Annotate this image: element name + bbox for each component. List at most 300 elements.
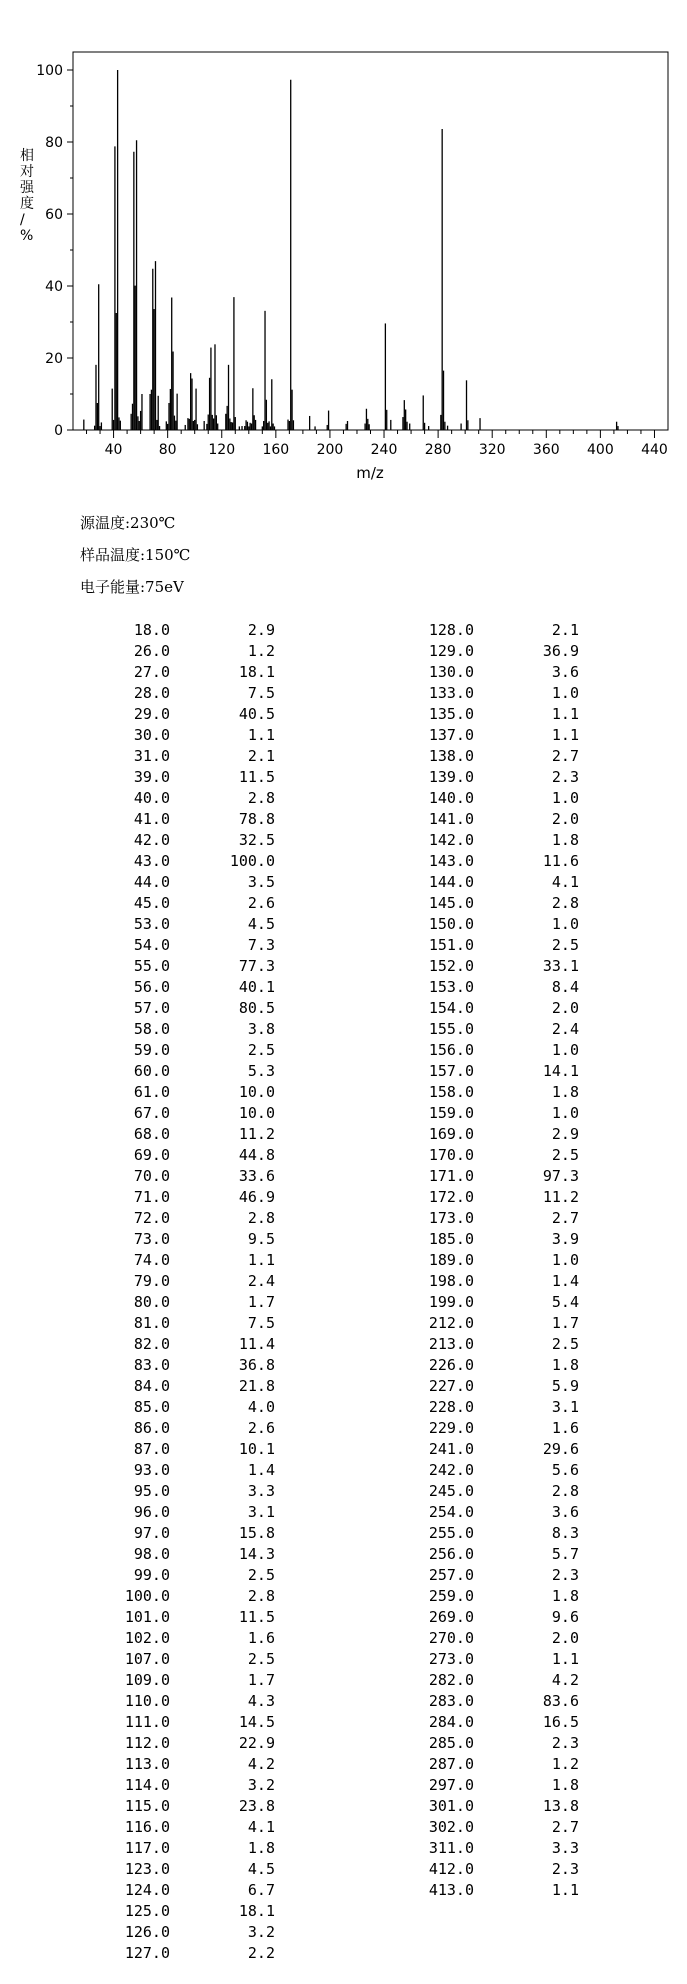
abundance-value: 1.0 [551,1104,579,1122]
table-row [100,1922,275,1943]
abundance-value: 10.1 [238,1440,275,1458]
abundance-value: 3.8 [247,1020,275,1038]
table-row [100,1355,275,1376]
abundance-value: 1.1 [551,726,579,744]
mz-value: 173.0 [428,1209,474,1227]
mz-value: 99.0 [133,1566,170,1584]
y-tick-label: 80 [45,135,63,151]
mz-value: 39.0 [133,768,170,786]
mz-value: 245.0 [428,1482,474,1500]
mz-value: 126.0 [124,1923,170,1941]
table-row [404,683,579,704]
mz-value: 127.0 [124,1944,170,1962]
table-row [404,1523,579,1544]
abundance-value: 1.8 [551,1356,579,1374]
table-row [100,683,275,704]
mz-value: 169.0 [428,1125,474,1143]
table-row [404,1250,579,1271]
mz-value: 137.0 [428,726,474,744]
table-row [100,1418,275,1439]
table-row [404,1796,579,1817]
mz-value: 142.0 [428,831,474,849]
abundance-value: 3.5 [247,873,275,891]
mz-value: 74.0 [133,1251,170,1269]
abundance-value: 13.8 [542,1797,579,1815]
abundance-value: 36.9 [542,642,579,660]
mz-value: 56.0 [133,978,170,996]
table-row [100,1166,275,1187]
mz-value: 157.0 [428,1062,474,1080]
abundance-value: 1.0 [551,1041,579,1059]
mz-value: 83.0 [133,1356,170,1374]
mz-value: 30.0 [133,726,170,744]
table-row [100,1586,275,1607]
table-row [404,1145,579,1166]
abundance-value: 1.8 [551,1083,579,1101]
abundance-value: 2.4 [551,1020,579,1038]
abundance-value: 100.0 [229,852,275,870]
table-row [100,1187,275,1208]
table-row [100,935,275,956]
table-row [404,893,579,914]
mz-value: 185.0 [428,1230,474,1248]
table-row [100,893,275,914]
abundance-value: 5.4 [551,1293,579,1311]
mz-value: 110.0 [124,1692,170,1710]
table-row [100,662,275,683]
table-row [100,1901,275,1922]
table-row [100,1208,275,1229]
abundance-value: 1.0 [551,684,579,702]
table-row [100,872,275,893]
abundance-value: 2.0 [551,810,579,828]
mz-value: 284.0 [428,1713,474,1731]
abundance-value: 1.8 [551,1587,579,1605]
table-row [100,788,275,809]
mz-value: 107.0 [124,1650,170,1668]
mz-value: 228.0 [428,1398,474,1416]
table-row [404,788,579,809]
abundance-value: 14.5 [238,1713,275,1731]
mz-value: 18.0 [133,621,170,639]
abundance-value: 4.5 [247,1860,275,1878]
mz-value: 139.0 [428,768,474,786]
abundance-value: 4.1 [551,873,579,891]
mz-value: 198.0 [428,1272,474,1290]
mz-value: 41.0 [133,810,170,828]
mz-value: 27.0 [133,663,170,681]
mz-value: 140.0 [428,789,474,807]
mz-value: 80.0 [133,1293,170,1311]
mz-value: 138.0 [428,747,474,765]
peak-table-right [404,620,579,1901]
table-row [404,1439,579,1460]
mz-value: 115.0 [124,1797,170,1815]
abundance-value: 2.7 [551,1818,579,1836]
abundance-value: 5.3 [247,1062,275,1080]
mz-value: 154.0 [428,999,474,1017]
mz-value: 241.0 [428,1440,474,1458]
mz-value: 135.0 [428,705,474,723]
abundance-value: 6.7 [247,1881,275,1899]
x-tick-label: 120 [208,442,236,458]
abundance-value: 1.0 [551,915,579,933]
table-row [404,746,579,767]
abundance-value: 2.5 [247,1566,275,1584]
abundance-value: 1.4 [247,1461,275,1479]
mz-value: 114.0 [124,1776,170,1794]
table-row [100,1082,275,1103]
peak-table-left [100,620,275,1964]
mz-value: 45.0 [133,894,170,912]
table-row [100,830,275,851]
mz-value: 40.0 [133,789,170,807]
abundance-value: 2.0 [551,1629,579,1647]
abundance-value: 1.8 [551,1776,579,1794]
mz-value: 116.0 [124,1818,170,1836]
mz-value: 123.0 [124,1860,170,1878]
mz-value: 82.0 [133,1335,170,1353]
table-row [100,1670,275,1691]
abundance-value: 2.5 [551,1335,579,1353]
abundance-value: 3.1 [551,1398,579,1416]
abundance-value: 11.2 [542,1188,579,1206]
mz-value: 84.0 [133,1377,170,1395]
table-row [100,1544,275,1565]
table-row [100,746,275,767]
abundance-value: 8.3 [551,1524,579,1542]
mz-value: 172.0 [428,1188,474,1206]
mz-value: 311.0 [428,1839,474,1857]
table-row [100,851,275,872]
abundance-value: 4.1 [247,1818,275,1836]
table-row [100,1061,275,1082]
x-tick-label: 40 [104,442,123,458]
table-row [100,1124,275,1145]
table-row [404,1187,579,1208]
table-row [404,1229,579,1250]
abundance-value: 5.9 [551,1377,579,1395]
table-row [100,1796,275,1817]
abundance-value: 4.0 [247,1398,275,1416]
mz-value: 101.0 [124,1608,170,1626]
abundance-value: 2.8 [247,1587,275,1605]
mz-value: 95.0 [133,1482,170,1500]
mz-value: 152.0 [428,957,474,975]
table-row [100,725,275,746]
table-row [404,620,579,641]
mz-value: 42.0 [133,831,170,849]
abundance-value: 7.5 [247,1314,275,1332]
mz-value: 150.0 [428,915,474,933]
mz-value: 73.0 [133,1230,170,1248]
mz-value: 98.0 [133,1545,170,1563]
mz-value: 212.0 [428,1314,474,1332]
abundance-value: 2.5 [247,1650,275,1668]
mz-value: 70.0 [133,1167,170,1185]
abundance-value: 5.7 [551,1545,579,1563]
table-row [100,1145,275,1166]
abundance-value: 11.6 [542,852,579,870]
mz-value: 242.0 [428,1461,474,1479]
mz-value: 43.0 [133,852,170,870]
mz-value: 124.0 [124,1881,170,1899]
x-tick-label: 440 [641,442,668,458]
mz-value: 96.0 [133,1503,170,1521]
mz-value: 28.0 [133,684,170,702]
table-row [404,1754,579,1775]
mass-spectrum-chart [0,0,687,480]
table-row [100,1712,275,1733]
mz-value: 69.0 [133,1146,170,1164]
mz-value: 72.0 [133,1209,170,1227]
table-row [404,1124,579,1145]
table-row [100,1040,275,1061]
abundance-value: 10.0 [238,1083,275,1101]
table-row [404,1292,579,1313]
mz-value: 67.0 [133,1104,170,1122]
mz-value: 85.0 [133,1398,170,1416]
abundance-value: 2.7 [551,1209,579,1227]
abundance-value: 2.6 [247,1419,275,1437]
abundance-value: 36.8 [238,1356,275,1374]
mz-value: 53.0 [133,915,170,933]
mz-value: 229.0 [428,1419,474,1437]
x-tick-label: 280 [424,442,452,458]
table-row [404,1208,579,1229]
abundance-value: 83.6 [542,1692,579,1710]
table-row [100,1271,275,1292]
abundance-value: 21.8 [238,1377,275,1395]
table-row [404,1376,579,1397]
abundance-value: 1.2 [247,642,275,660]
abundance-value: 14.3 [238,1545,275,1563]
table-row [404,767,579,788]
abundance-value: 3.3 [551,1839,579,1857]
abundance-value: 18.1 [238,663,275,681]
table-row [100,1397,275,1418]
mz-value: 255.0 [428,1524,474,1542]
mz-value: 158.0 [428,1083,474,1101]
electron-energy: 电子能量:75eV [80,578,184,596]
mz-value: 58.0 [133,1020,170,1038]
table-row [404,662,579,683]
mz-value: 412.0 [428,1860,474,1878]
table-row [404,1166,579,1187]
abundance-value: 9.5 [247,1230,275,1248]
abundance-value: 2.2 [247,1944,275,1962]
abundance-value: 2.4 [247,1272,275,1290]
abundance-value: 80.5 [238,999,275,1017]
abundance-value: 1.6 [247,1629,275,1647]
abundance-value: 1.7 [247,1671,275,1689]
abundance-value: 2.5 [247,1041,275,1059]
table-row [404,977,579,998]
abundance-value: 5.6 [551,1461,579,1479]
table-row [100,1691,275,1712]
mz-value: 171.0 [428,1167,474,1185]
table-row [404,935,579,956]
x-tick-label: 400 [587,442,614,458]
mz-value: 259.0 [428,1587,474,1605]
x-tick-label: 320 [478,442,506,458]
mz-value: 227.0 [428,1377,474,1395]
mz-value: 413.0 [428,1881,474,1899]
mz-value: 283.0 [428,1692,474,1710]
table-row [100,1817,275,1838]
table-row [100,977,275,998]
table-row [100,1292,275,1313]
y-tick-label: 40 [45,279,63,295]
abundance-value: 32.5 [238,831,275,849]
table-row [100,1859,275,1880]
table-row [404,704,579,725]
table-row [100,704,275,725]
mz-value: 60.0 [133,1062,170,1080]
mz-value: 129.0 [428,642,474,660]
abundance-value: 2.0 [551,999,579,1017]
table-row [100,1775,275,1796]
abundance-value: 4.2 [551,1671,579,1689]
abundance-value: 1.4 [551,1272,579,1290]
abundance-value: 3.6 [551,663,579,681]
abundance-value: 2.1 [247,747,275,765]
table-row [100,1607,275,1628]
abundance-value: 33.6 [238,1167,275,1185]
y-tick-label: 0 [54,423,63,439]
abundance-value: 2.9 [551,1125,579,1143]
abundance-value: 1.1 [551,1881,579,1899]
abundance-value: 1.1 [247,726,275,744]
table-row [404,956,579,977]
source-temperature: 源温度:230℃ [80,514,176,532]
mz-value: 130.0 [428,663,474,681]
abundance-value: 46.9 [238,1188,275,1206]
mz-value: 111.0 [124,1713,170,1731]
mz-value: 297.0 [428,1776,474,1794]
abundance-value: 2.7 [551,747,579,765]
table-row [100,1439,275,1460]
abundance-value: 97.3 [542,1167,579,1185]
table-row [404,1565,579,1586]
abundance-value: 4.2 [247,1755,275,1773]
table-row [100,641,275,662]
table-row [100,956,275,977]
table-row [100,1880,275,1901]
table-row [404,1733,579,1754]
mz-value: 156.0 [428,1041,474,1059]
x-axis-label: m/z [356,464,384,480]
x-tick-label: 200 [316,442,344,458]
abundance-value: 4.5 [247,915,275,933]
table-row [404,1586,579,1607]
abundance-value: 40.5 [238,705,275,723]
table-row [100,1733,275,1754]
table-row [100,1943,275,1964]
mz-value: 117.0 [124,1839,170,1857]
y-axis [36,63,73,439]
mz-value: 257.0 [428,1566,474,1584]
mz-value: 55.0 [133,957,170,975]
y-tick-label: 20 [45,351,63,367]
abundance-value: 3.3 [247,1482,275,1500]
mz-value: 145.0 [428,894,474,912]
table-row [404,1775,579,1796]
abundance-value: 7.5 [247,684,275,702]
plot-frame [73,52,668,430]
mz-value: 256.0 [428,1545,474,1563]
mz-value: 54.0 [133,936,170,954]
table-row [404,1880,579,1901]
table-row [404,1019,579,1040]
table-row [100,1460,275,1481]
mz-value: 97.0 [133,1524,170,1542]
abundance-value: 29.6 [542,1440,579,1458]
table-row [404,1103,579,1124]
mz-value: 128.0 [428,621,474,639]
mz-value: 153.0 [428,978,474,996]
table-row [100,1649,275,1670]
table-row [100,1754,275,1775]
mz-value: 199.0 [428,1293,474,1311]
abundance-value: 3.2 [247,1776,275,1794]
table-row [404,1334,579,1355]
table-row [404,1544,579,1565]
table-row [404,851,579,872]
table-row [100,1376,275,1397]
table-row [100,1502,275,1523]
y-axis-label: 相对强度/ % [20,148,34,244]
abundance-value: 2.5 [551,1146,579,1164]
abundance-value: 44.8 [238,1146,275,1164]
mz-value: 302.0 [428,1818,474,1836]
abundance-value: 15.8 [238,1524,275,1542]
mz-value: 282.0 [428,1671,474,1689]
table-row [404,998,579,1019]
table-row [404,725,579,746]
table-row [404,1607,579,1628]
x-axis [87,430,668,458]
table-row [100,1481,275,1502]
table-row [100,914,275,935]
abundance-value: 1.0 [551,1251,579,1269]
abundance-value: 2.6 [247,894,275,912]
x-tick-label: 80 [158,442,177,458]
abundance-value: 11.5 [238,768,275,786]
mz-value: 44.0 [133,873,170,891]
table-row [100,1019,275,1040]
abundance-value: 2.5 [551,936,579,954]
abundance-value: 2.8 [551,894,579,912]
abundance-value: 1.6 [551,1419,579,1437]
abundance-value: 40.1 [238,978,275,996]
table-row [100,809,275,830]
abundance-value: 16.5 [542,1713,579,1731]
table-row [404,1817,579,1838]
table-row [404,1418,579,1439]
mz-value: 270.0 [428,1629,474,1647]
abundance-value: 1.2 [551,1755,579,1773]
table-row [404,1712,579,1733]
abundance-value: 22.9 [238,1734,275,1752]
mz-value: 59.0 [133,1041,170,1059]
abundance-value: 14.1 [542,1062,579,1080]
mz-value: 31.0 [133,747,170,765]
abundance-value: 8.4 [551,978,579,996]
mz-value: 155.0 [428,1020,474,1038]
abundance-value: 2.3 [551,768,579,786]
mz-value: 61.0 [133,1083,170,1101]
